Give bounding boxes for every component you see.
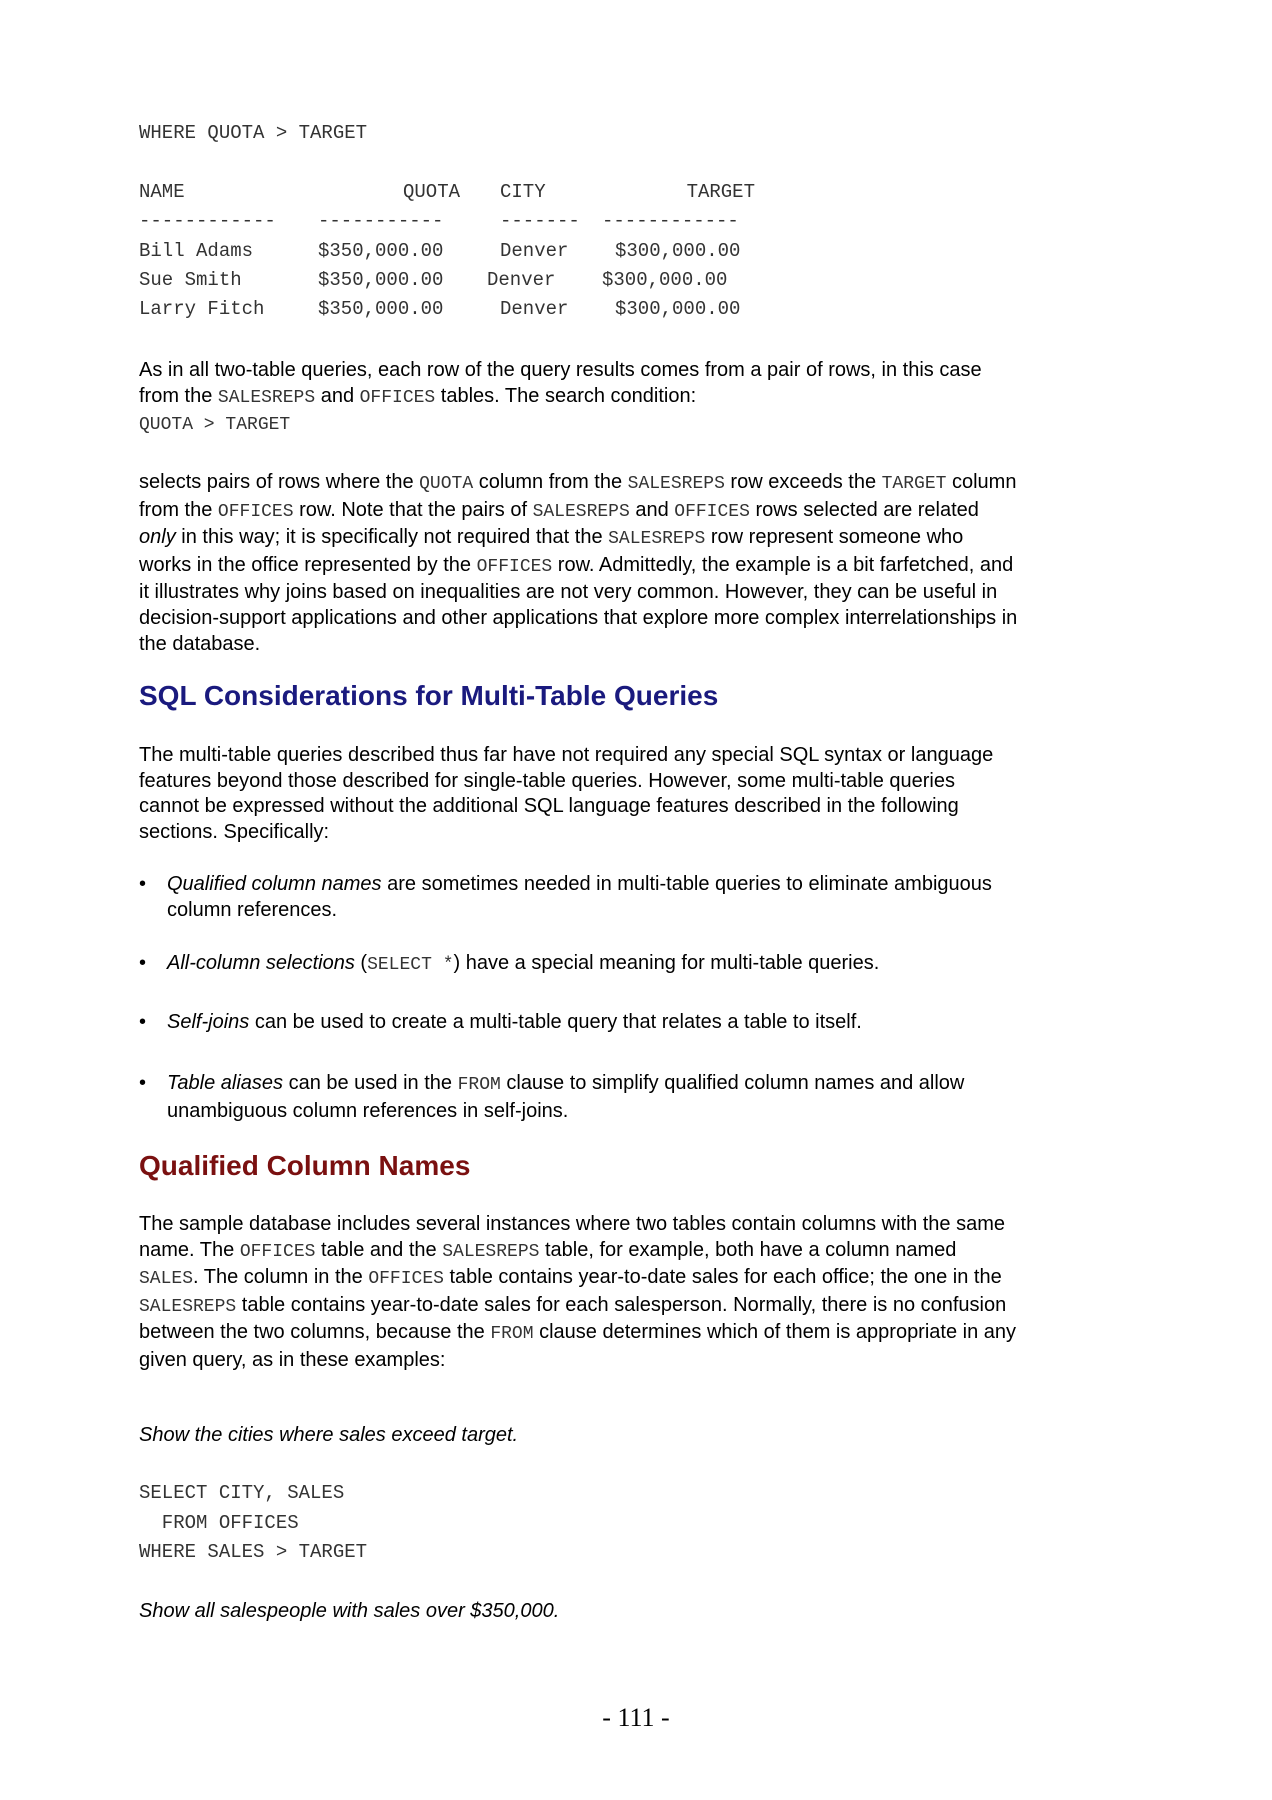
text: table contains year-to-date sales for each salesperson. Normally, there is no confusion between the two columns, because the [139,1293,1007,1344]
page-number: - 111 - [602,1703,670,1732]
text: ) have a special meaning for multi-table queries. [453,952,880,974]
code-quota: QUOTA [419,474,474,494]
text: are sometimes needed in multi-table queries to eliminate ambiguous column references. [167,873,992,921]
code-salesreps: SALESREPS [608,529,706,550]
section-heading-sql-considerations: SQL Considerations for Multi-Table Queries [139,680,719,711]
code-salesreps: SALESREPS [532,501,630,522]
code-salesreps: SALESREPS [139,1296,237,1317]
text: row. Note that the pairs of [293,498,533,521]
list-item [139,872,1019,923]
text: table contains year-to-date sales for each office; the one in the [443,1266,1002,1289]
table-cell-city: Denver [500,298,569,320]
emphasis-term: All-column selections [167,952,355,974]
code-offices: OFFICES [359,387,436,408]
emphasis-only: only [139,526,176,549]
code-from: FROM [490,1324,534,1345]
code-offices: OFFICES [476,556,553,577]
table-cell-name: Bill Adams [139,240,254,262]
emphasis-term: Self-joins [167,1011,250,1033]
text: clause determines which of them is appropriate in any given query, as in these examples: [139,1321,1017,1371]
code-salesreps: SALESREPS [217,387,316,408]
emphasis-term: Table aliases [167,1072,284,1094]
table-header-quota: QUOTA [402,181,460,203]
table-header-name: NAME [139,181,185,203]
code-where-clause: WHERE QUOTA > TARGET [139,122,368,144]
text: As in all two-table queries, each row of the query results comes from a pair of rows, in this case from the [139,359,982,407]
text: The sample database includes several instances where two tables contain columns with the same name. The [139,1213,1006,1261]
table-cell-city: Denver [500,240,569,262]
text: can be used to create a multi-table query that relates a table to itself. [249,1011,862,1033]
bullet-icon: • [139,1011,147,1033]
text: and [629,498,675,521]
example-caption-salespeople: Show all salespeople with sales over $350,000. [139,1600,560,1622]
table-cell-target: $300,000.00 [615,240,741,262]
list-item [139,1071,1019,1124]
text: tables. The search condition: [435,384,697,407]
text: . The column in the [193,1266,369,1289]
text: column from the [473,471,628,493]
table-cell-quota: $350,000.00 [318,240,444,262]
code-line: FROM OFFICES [139,1512,299,1534]
bullet-icon: • [139,952,147,974]
paragraph-multi-table-intro: The multi-table queries described thus far have not required any special SQL syntax or language features beyond those described for single-table queries. However, some multi-table queries cannot be expressed without the additional SQL language features described in the following sections. Specifically: [139,744,994,843]
code-salesreps: SALESREPS [627,474,725,494]
table-header-target: TARGET [686,181,755,203]
example-caption-cities: Show the cities where sales exceed target. [139,1424,519,1446]
text: and [315,384,360,407]
text: selects pairs of rows where the [139,471,420,493]
table-header-city: CITY [500,181,546,203]
section-heading-qualified-column-names: Qualified Column Names [139,1150,471,1181]
table-cell-quota: $350,000.00 [318,269,444,291]
table-separator-quota: ----------- [318,210,444,232]
text: can be used in the [283,1072,458,1094]
text: column from the [139,471,1017,521]
paragraph-selects-pairs [139,470,1019,657]
code-offices: OFFICES [217,501,294,522]
list-item [139,1010,1019,1036]
table-separator-name: ------------ [139,210,276,232]
code-sales: SALES [139,1269,194,1290]
code-offices: OFFICES [674,501,750,522]
table-cell-target: $300,000.00 [602,269,728,291]
text: clause to simplify qualified column names and allow unambiguous column references in self-joins. [167,1072,965,1122]
list-item [139,951,1019,979]
code-select-star: SELECT * [367,955,454,975]
text: in this way; it is specifically not required that the [175,526,609,549]
text: rows selected are related [749,498,979,521]
code-from: FROM [457,1075,501,1095]
paragraph-sample-database [139,1212,1019,1374]
text: ( [354,952,368,974]
emphasis-term: Qualified column names [167,873,382,895]
code-offices: OFFICES [368,1269,444,1290]
code-offices: OFFICES [239,1241,316,1262]
table-cell-target: $300,000.00 [615,298,741,320]
code-search-condition: QUOTA > TARGET [139,415,291,436]
code-line: WHERE SALES > TARGET [139,1541,368,1563]
code-line: SELECT CITY, SALES [139,1482,345,1504]
table-separator-target: ------------ [602,210,739,232]
bullet-icon: • [139,873,147,895]
table-separator-city: ------- [500,210,580,232]
bullet-icon: • [139,1072,147,1094]
table-cell-name: Larry Fitch [139,298,265,320]
paragraph-two-table-queries [139,358,1019,439]
table-cell-city: Denver [487,269,556,291]
text: row represent someone who works in the office represented by the [139,526,964,576]
code-target: TARGET [881,474,947,494]
code-salesreps: SALESREPS [442,1241,540,1262]
table-cell-name: Sue Smith [139,269,242,291]
text: row exceeds the [724,471,882,493]
table-cell-quota: $350,000.00 [318,298,444,320]
text: table, for example, both have a column named [539,1238,957,1261]
text: table and the [315,1238,443,1261]
text: row. Admittedly, the example is a bit farfetched, and it illustrates why joins based on inequalities are not very common. However, they can be useful in decision-support applications and other applications that explore more complex interrelationships in the database. [139,553,1018,655]
